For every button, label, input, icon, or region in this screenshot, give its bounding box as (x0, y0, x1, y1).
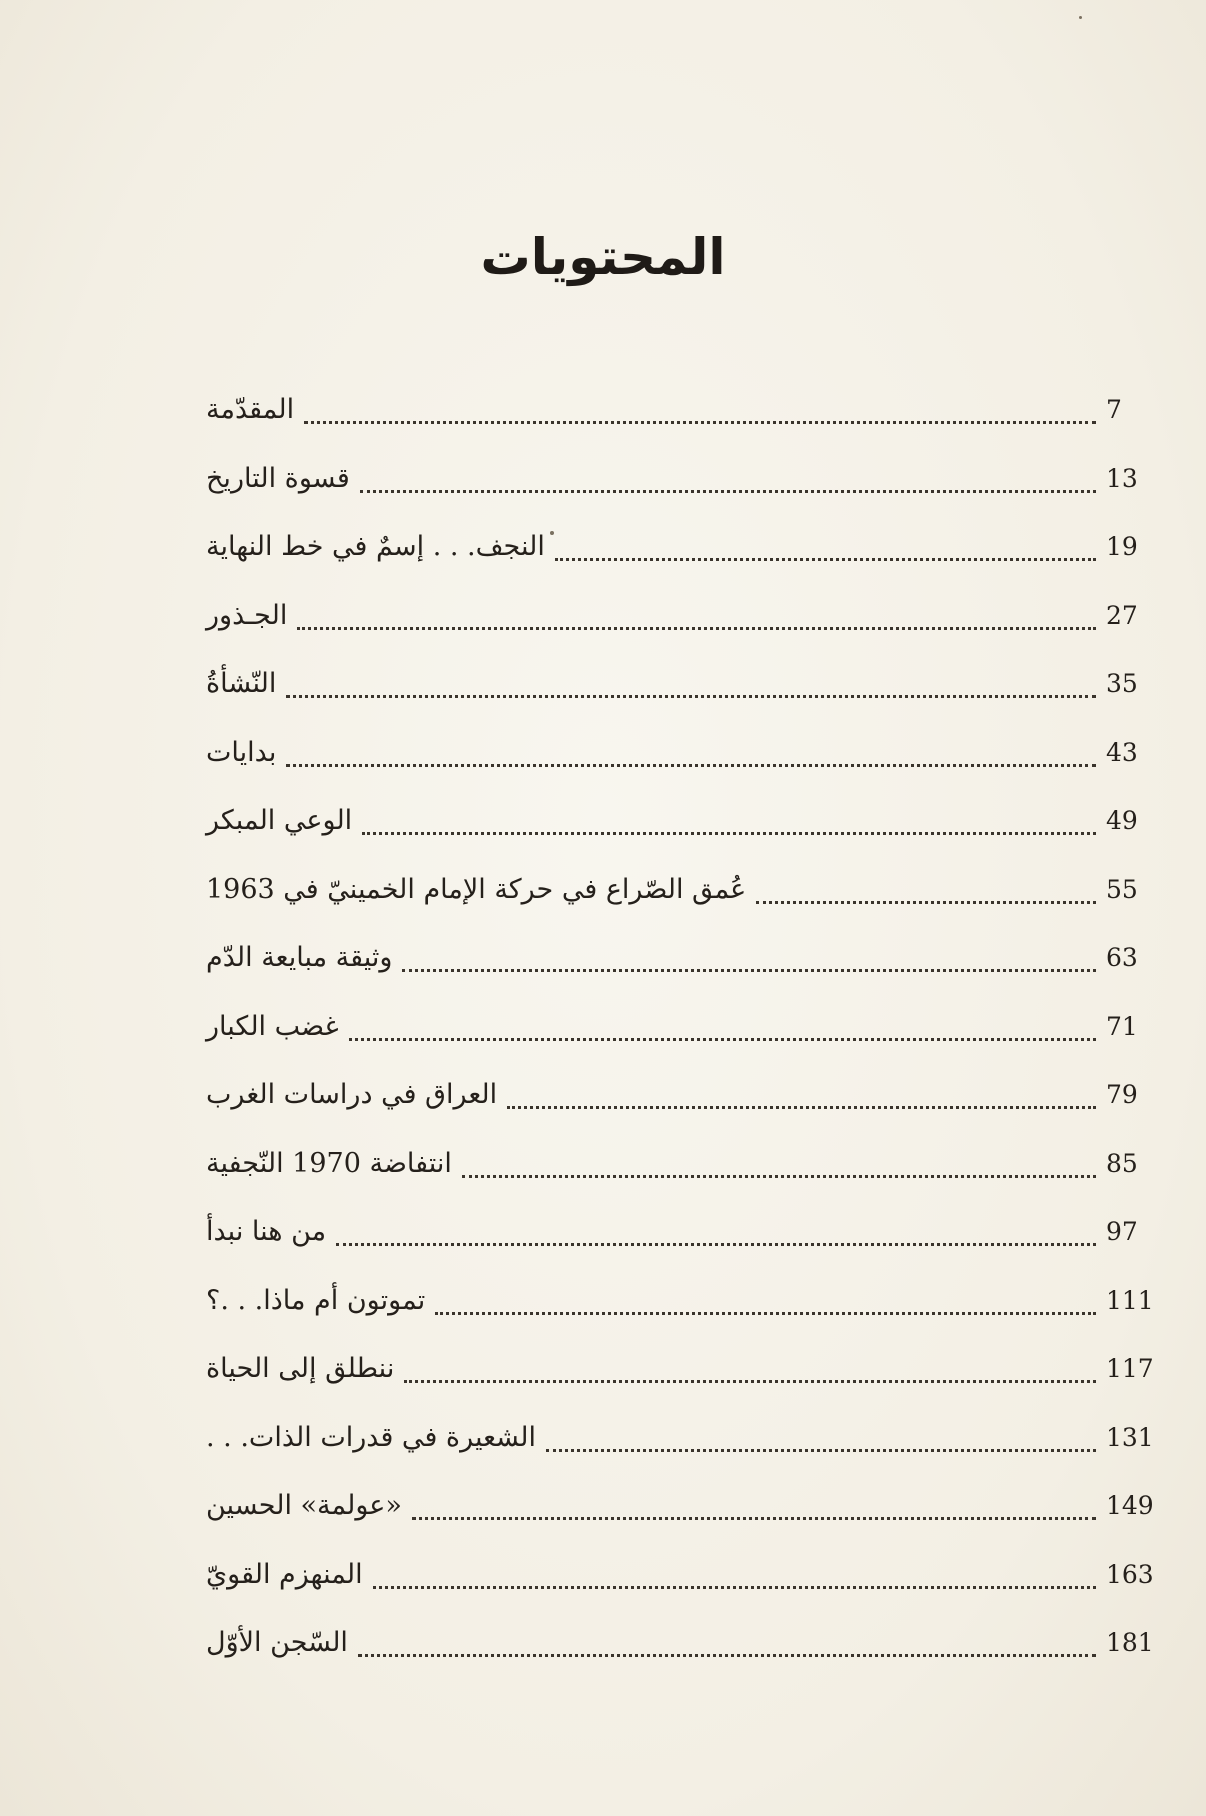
toc-entry[interactable] (206, 1557, 1152, 1626)
toc-entry[interactable] (206, 529, 1152, 598)
dot-leader (373, 1557, 1096, 1593)
dot-leader (435, 1283, 1096, 1319)
toc-entry-title: عُمق الصّراع في حركة الإمام الخمينيّ في 1963 (206, 873, 747, 905)
toc-page-number: 85 (1106, 1148, 1138, 1178)
toc-page-number: 7 (1106, 395, 1122, 424)
dot-leader (404, 1351, 1096, 1387)
dot-leader (360, 461, 1096, 497)
toc-entry-title: النّشأةُ (206, 668, 277, 699)
page-title: المحتويات (480, 228, 726, 286)
toc-page-number: 35 (1106, 669, 1138, 698)
toc-page-number: 19 (1106, 532, 1138, 561)
toc-page-number: 63 (1106, 943, 1138, 972)
toc-entry-title: الشعيرة في قدرات الذات. . . (206, 1421, 536, 1453)
dot-leader (286, 735, 1096, 771)
toc-entry-title: الوعي المبكر (206, 805, 353, 836)
toc-page-number: 55 (1106, 874, 1138, 904)
dot-leader (286, 666, 1096, 702)
dot-leader (412, 1488, 1096, 1524)
dot-leader (756, 872, 1096, 908)
toc-entry-title: «عولمة» الحسين (206, 1490, 402, 1521)
table-of-contents (206, 392, 1152, 1694)
toc-entry-title: العراق في دراسات الغرب (206, 1079, 498, 1110)
toc-entry-title: السّجن الأوّل (206, 1627, 348, 1658)
toc-entry[interactable] (206, 1488, 1152, 1557)
dot-leader (304, 392, 1096, 428)
toc-page-number: 13 (1106, 463, 1138, 493)
toc-entry[interactable] (206, 1214, 1152, 1283)
toc-entry[interactable] (206, 392, 1152, 461)
toc-entry[interactable] (206, 1420, 1152, 1489)
toc-entry[interactable] (206, 872, 1152, 941)
dot-leader (507, 1077, 1096, 1113)
toc-entry-title: غضب الكبار (206, 1010, 339, 1042)
dot-leader (555, 529, 1096, 565)
toc-entry-title: بدايات (206, 736, 277, 768)
dot-leader (462, 1146, 1096, 1182)
toc-entry[interactable] (206, 1625, 1152, 1694)
toc-page-number: 117 (1106, 1354, 1154, 1383)
toc-page-number: 27 (1106, 600, 1138, 630)
toc-entry-title: تموتون أم ماذا. . .؟ (206, 1284, 426, 1316)
toc-entry[interactable] (206, 1283, 1152, 1352)
toc-entry[interactable] (206, 1351, 1152, 1420)
toc-page-number: 49 (1106, 806, 1138, 835)
dot-leader (336, 1214, 1096, 1250)
paper-speck (1079, 16, 1082, 19)
toc-page-number: 163 (1106, 1559, 1154, 1589)
toc-entry-title: من هنا نبدأ (206, 1216, 327, 1247)
toc-page-number: 79 (1106, 1080, 1138, 1109)
toc-page-number: 111 (1106, 1285, 1154, 1315)
toc-entry[interactable] (206, 803, 1152, 872)
toc-entry[interactable] (206, 1146, 1152, 1215)
toc-page-number: 131 (1106, 1422, 1154, 1452)
toc-page-number: 71 (1106, 1011, 1138, 1041)
toc-entry-title: النجف. . . إسمٌ في خط النهاية (206, 531, 545, 562)
toc-entry[interactable] (206, 598, 1152, 667)
toc-entry[interactable] (206, 666, 1152, 735)
toc-entry-title: الجـذور (206, 599, 288, 631)
toc-page-number: 97 (1106, 1217, 1138, 1246)
toc-entry[interactable] (206, 1009, 1152, 1078)
toc-entry-title: المقدّمة (206, 394, 295, 425)
toc-entry-title: المنهزم القويّ (206, 1558, 363, 1590)
toc-entry-title: ننطلق إلى الحياة (206, 1353, 395, 1384)
dot-leader (402, 940, 1096, 976)
toc-page-number: 149 (1106, 1491, 1154, 1520)
toc-page-number: 181 (1106, 1628, 1154, 1657)
toc-entry[interactable] (206, 1077, 1152, 1146)
toc-entry-title: قسوة التاريخ (206, 462, 350, 494)
dot-leader (297, 598, 1096, 634)
dot-leader (546, 1420, 1096, 1456)
toc-entry[interactable] (206, 735, 1152, 804)
dot-leader (362, 803, 1096, 839)
toc-entry[interactable] (206, 940, 1152, 1009)
toc-entry[interactable] (206, 461, 1152, 530)
toc-page-number: 43 (1106, 737, 1138, 767)
toc-entry-title: وثيقة مبايعة الدّم (206, 942, 393, 973)
toc-entry-title: انتفاضة 1970 النّجفية (206, 1147, 452, 1179)
dot-leader (349, 1009, 1096, 1045)
dot-leader (358, 1625, 1096, 1661)
